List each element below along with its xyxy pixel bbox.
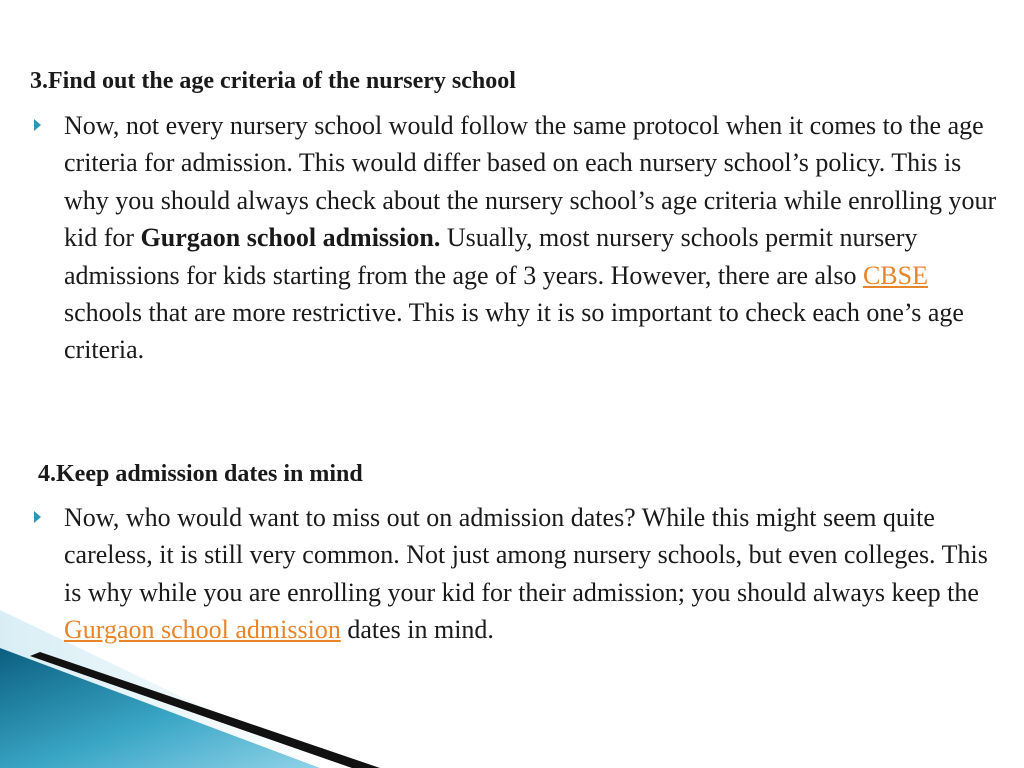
section-3-text-1: Now, not every nursery school would follow the same protocol when it comes to the age criteria for admission. This would differ based on each nursery school’s policy. This is why you should always check about the nursery school’s age criteria while enrolling your kid for: [64, 111, 997, 253]
section-4-text-1: Now, who would want to miss out on admission dates? While this might seem quite careless, it is still very common. Not just among nursery schools, but even colleges. This is why while you are enrolling your kid for their admission; you should always keep the: [64, 503, 988, 607]
section-3-heading: 3.Find out the age criteria of the nursery school: [30, 68, 516, 94]
cbse-link[interactable]: CBSE: [862, 260, 928, 290]
section-3-bold-text: Gurgaon school admission.: [140, 223, 441, 253]
section-4-paragraph: [64, 499, 999, 649]
section-3-paragraph: [64, 107, 999, 369]
gurgaon-school-admission-link[interactable]: Gurgaon school admission: [64, 615, 341, 645]
section-4-bullet: [30, 499, 1000, 649]
section-3-text-3: schools that are more restrictive. This is why it is so important to check each one’s age criteria.: [64, 298, 964, 365]
section-3-bullet: [30, 107, 1000, 369]
bullet-arrow-icon: [34, 119, 41, 131]
section-4-heading: 4.Keep admission dates in mind: [38, 461, 363, 487]
section-4-text-2: dates in mind.: [340, 615, 494, 645]
swoosh-teal-band: [0, 648, 320, 768]
section-3-text-2: Usually, most nursery schools permit nursery admissions for kids starting from the age of 3 years. However, there are also: [64, 223, 918, 290]
bullet-arrow-icon: [34, 511, 41, 523]
